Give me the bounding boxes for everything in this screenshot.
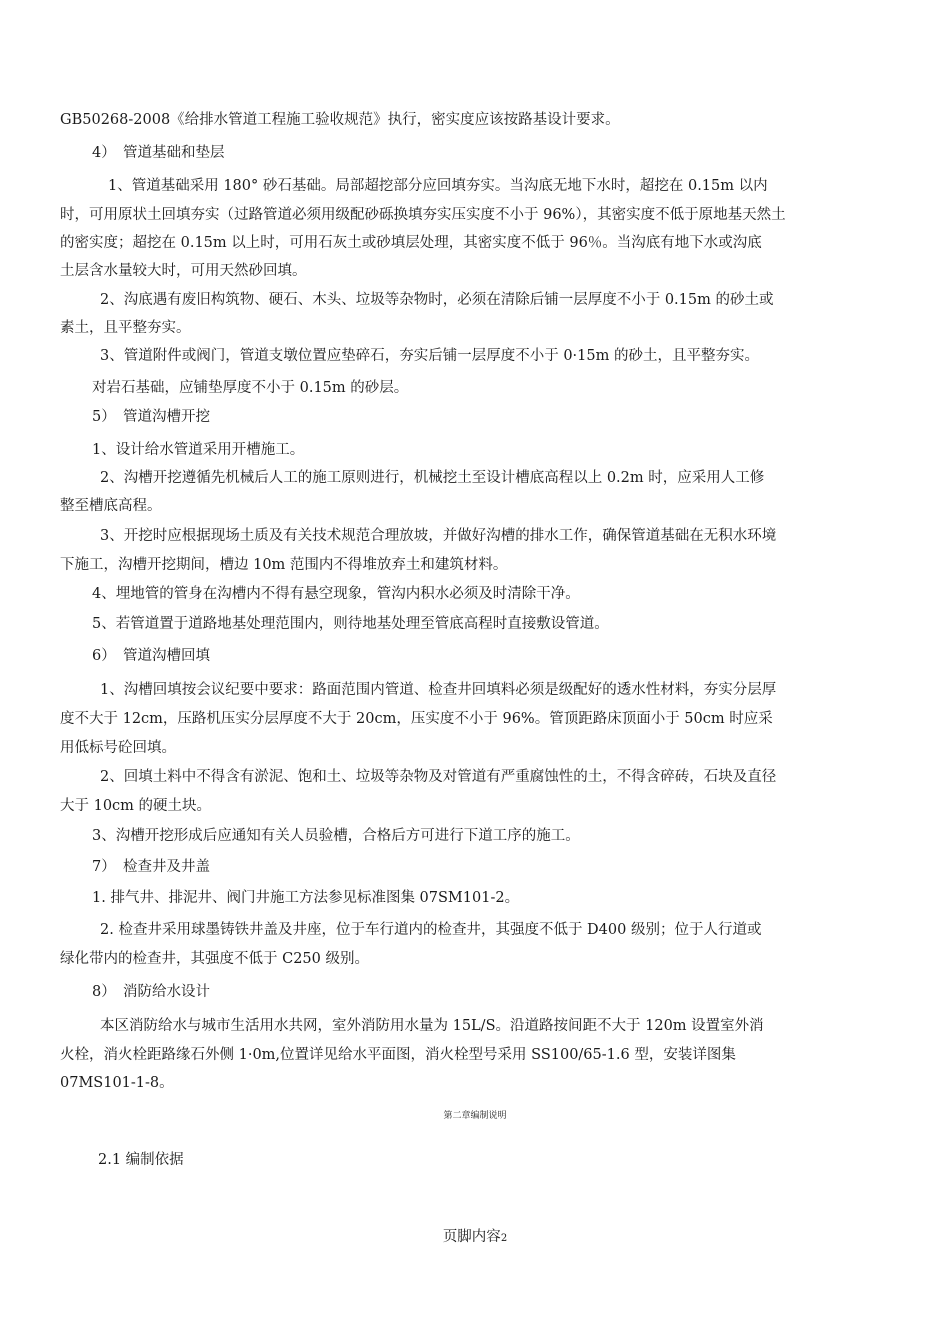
paragraph-line: 火栓，消火栓距路缘石外侧 1·0m,位置详见给水平面图，消火栓型号采用 SS100/65-1.6 型，安装详图集 [60,1047,736,1063]
paragraph-line: GB50268-2008《给排水管道工程施工验收规范》执行，密实度应该按路基设计要求。 [60,112,620,128]
paragraph-line: 土层含水量较大时，可用天然砂回填。 [60,263,307,279]
paragraph-line: 3、开挖时应根据现场土质及有关技术规范合理放坡，并做好沟槽的排水工作，确保管道基础在无积水环境 [100,528,777,544]
paragraph-line: 2、回填土料中不得含有淤泥、饱和土、垃圾等杂物及对管道有严重腐蚀性的土，不得含碎砖，石块及直径 [100,769,777,785]
paragraph-line: 5、若管道置于道路地基处理范围内，则待地基处理至管底高程时直接敷设管道。 [92,616,609,632]
paragraph-line: 2、沟槽开挖遵循先机械后人工的施工原则进行，机械挖土至设计槽底高程以上 0.2m 时，应采用人工修 [100,470,765,486]
paragraph-line: 整至槽底高程。 [60,498,162,514]
paragraph-line: 3、沟槽开挖形成后应通知有关人员验槽，合格后方可进行下道工序的施工。 [92,828,580,844]
footer-label: 页脚内容 [442,1229,501,1245]
paragraph-line: 1、设计给水管道采用开槽施工。 [92,442,305,458]
paragraph-line: 1. 排气井、排泥井、阀门井施工方法参见标准图集 07SM101-2。 [92,890,520,906]
paragraph-line: 2. 检查井采用球墨铸铁井盖及井座，位于车行道内的检查井，其强度不低于 D400 级别；位于人行道或 [100,922,762,938]
section-heading: 8） 消防给水设计 [92,984,210,1000]
paragraph-line: 1、沟槽回填按会议纪要中要求：路面范围内管道、检查井回填料必须是级配好的透水性材料，夯实分层厚 [100,682,777,698]
paragraph-line: 4、埋地管的管身在沟槽内不得有悬空现象，管沟内积水必须及时清除干净。 [92,586,580,602]
page-number: 2 [500,1233,508,1244]
paragraph-line: 本区消防给水与城市生活用水共网，室外消防用水量为 15L/S。沿道路按间距不大于 120m 设置室外消 [100,1018,764,1034]
paragraph-line: 的密实度；超挖在 0.15m 以上时，可用石灰土或砂填层处理，其密实度不低于 96％。当沟底有地下水或沟底 [60,235,762,251]
paragraph-line: 2、沟底遇有废旧构筑物、硬石、木头、垃圾等杂物时，必须在清除后铺一层厚度不小于 0.15m 的砂土或 [100,292,774,308]
section-heading: 6） 管道沟槽回填 [92,648,210,664]
paragraph-line: 度不大于 12cm，压路机压实分层厚度不大于 20cm，压实度不小于 96%。管顶距路床顶面小于 50cm 时应采 [60,711,773,727]
page-footer [0,1225,950,1246]
paragraph-line: 素土，且平整夯实。 [60,320,191,336]
chapter-title: 第二章编制说明 [443,1111,507,1121]
paragraph-line: 下施工，沟槽开挖期间，槽边 10m 范围内不得堆放弃土和建筑材料。 [60,557,508,573]
section-heading: 5） 管道沟槽开挖 [92,409,210,425]
paragraph-line: 绿化带内的检查井，其强度不低于 C250 级别。 [60,951,369,967]
paragraph-line: 3、管道附件或阀门，管道支墩位置应垫碎石，夯实后铺一层厚度不小于 0·15m 的砂土，且平整夯实。 [100,348,759,364]
section-heading: 4） 管道基础和垫层 [92,145,225,161]
section-heading: 7） 检查井及井盖 [92,859,210,875]
paragraph-line: 用低标号砼回填。 [60,740,176,756]
paragraph-line: 1、管道基础采用 180° 砂石基础。局部超挖部分应回填夯实。当沟底无地下水时，超挖在 0.15m 以内 [108,178,768,194]
subsection-heading: 2.1 编制依据 [98,1152,184,1168]
paragraph-line: 对岩石基础，应铺垫厚度不小于 0.15m 的砂层。 [92,380,409,396]
paragraph-line: 时，可用原状土回填夯实（过路管道必须用级配砂砾换填夯实压实度不小于 96%），其密实度不低于原地基天然土 [60,207,786,223]
paragraph-line: 大于 10cm 的硬土块。 [60,798,212,814]
paragraph-line: 07MS101-1-8。 [60,1075,174,1091]
